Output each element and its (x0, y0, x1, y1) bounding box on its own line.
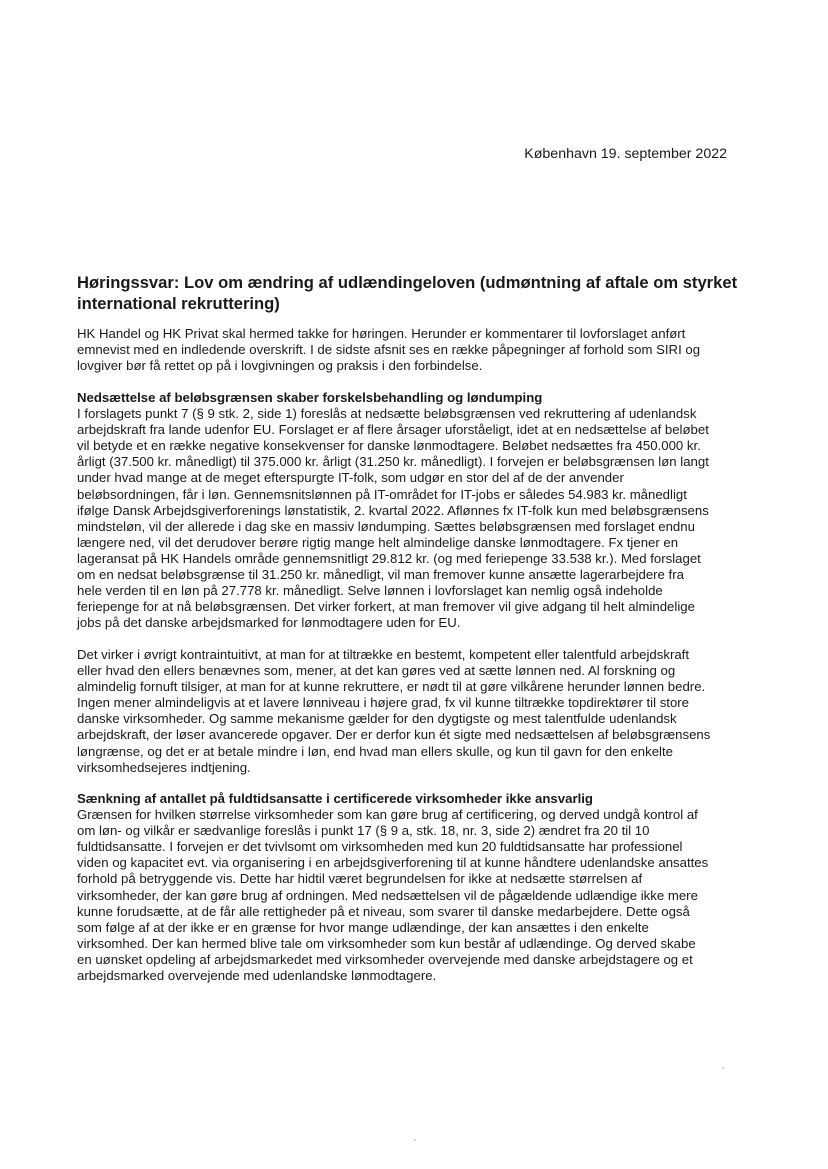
text-line: virksomheder, der kan gøre brug af ordningen. Med nedsættelsen vil de pågældende udlændige ikke mere (77, 887, 698, 903)
text-line: viden og kapacitet evt. via organisering i en arbejdsgiverforening til at kunne håndtere udenlandske ansattes (77, 855, 709, 871)
text-line: forhold på betryggende vis. Dette har hidtil været begrundelsen for ikke at nedsætte størrelsen af (77, 871, 643, 887)
scan-speck (414, 1139, 416, 1141)
text-line: som følge af at der ikke er en grænse for hvor mange udlændinge, der kan ansættes i den enkelte (77, 919, 649, 935)
document-title (77, 272, 757, 314)
text-line: lovgiver bør få rettet op på i lovgivningen og praksis i den forbindelse. (77, 358, 483, 374)
text-line: I forslagets punkt 7 (§ 9 stk. 2, side 1) foreslås at nedsætte beløbsgrænsen ved rekruttering af udenlandsk (77, 406, 697, 422)
document-date: København 19. september 2022 (524, 146, 727, 162)
section-belobsgraense (77, 390, 757, 631)
text-line: jobs på det danske arbejdsmarked for lønmodtagere uden for EU. (77, 615, 461, 631)
text-line: eller hvad den ellers benævnes som, mener, at det kan gøres ved at sætte lønnen ned. Al forskning og (77, 663, 676, 679)
text-line: HK Handel og HK Privat skal hermed takke for høringen. Herunder er kommentarer til lovforslaget anført (77, 326, 686, 341)
text-line: under hvad mange at de meget efterspurgte IT-folk, som udgør en stor del af de der anvender (77, 470, 624, 486)
text-line: vil betyde et en række negative konsekvenser for danske lønmodtagere. Beløbet nedsættes fra 450.000 kr. (77, 438, 701, 454)
text-line: om en nedsat beløbsgrænse til 31.250 kr. månedligt, vil man fremover kunne ansætte lagerarbejdere fra (77, 567, 684, 583)
text-line: Det virker i øvrigt kontraintuitivt, at man for at tiltrække en bestemt, kompetent eller talentfuld arbejdskraft (77, 647, 690, 662)
text-line: hele verden til en løn på 27.778 kr. månedligt. Selve lønnen i lovforslaget kan nemlig også indeholde (77, 583, 663, 599)
section-certificering (77, 791, 757, 984)
text-line: emnevist med en indledende overskrift. I de sidste afsnit ses en række påpegninger af forhold som SIRI og (77, 342, 701, 358)
text-line: løngrænse, og det er at betale mindre i løn, end hvad man ellers skulle, og kun til gavn for den enkelte (77, 743, 673, 759)
text-line: arbejdskraft fra lande udenfor EU. Forslaget er af flere årsager uforståeligt, idet at en nedsættelse af beløbet (77, 422, 709, 438)
text-line: Ingen mener almindeligvis at et lavere lønniveau i højere grad, fx vil kunne tiltrække topdirektører til store (77, 695, 690, 711)
intro-paragraph (77, 326, 757, 374)
section-kontraintuitivt (77, 647, 757, 776)
text-line: virksomhedsejeres indtjening. (77, 759, 251, 775)
section-heading: Sænkning af antallet på fuldtidsansatte i certificerede virksomheder ikke ansvarlig (77, 791, 593, 806)
text-line: virksomhed. Der kan hermed blive tale om virksomheder som kun består af udlændinge. Og derved skabe (77, 935, 696, 951)
text-line: beløbsordningen, får i løn. Gennemsnitslønnen på IT-området for IT-jobs er således 54.983 kr. månedligt (77, 486, 687, 502)
text-line: mindsteløn, vil der allerede i dag ske en massiv løndumping. Sættes beløbsgrænsen med forslaget endnu (77, 518, 695, 534)
text-line: lageransat på HK Handels område gennemsnitligt 29.812 kr. (og med feriepenge 33.538 kr.). Med forslaget (77, 550, 701, 566)
text-line: om løn- og vilkår er sædvanlige foreslås i punkt 17 (§ 9 a, stk. 18, nr. 3, side 2) ændret fra 20 til 10 (77, 823, 650, 839)
text-line: arbejdsmarked overvejende med udenlandske lønmodtagere. (77, 968, 437, 984)
text-line: feriepenge for at nå beløbsgrænsen. Det virker forkert, at man fremover vil give adgang til helt almindelige (77, 599, 695, 615)
section-heading: Nedsættelse af beløbsgrænsen skaber forskelsbehandling og løndumping (77, 390, 543, 405)
text-line: arbejdskraft, der løser avancerede opgaver. Der er derfor kun ét sigte med nedsættelsen af beløbsgrænsens (77, 727, 711, 743)
text-line: årligt (37.500 kr. månedligt) til 375.000 kr. årligt (31.250 kr. månedligt). I forvejen er beløbsgrænsen løn langt (77, 454, 709, 470)
text-line: Grænsen for hvilken størrelse virksomheder som kan gøre brug af certificering, og derved undgå kontrol af (77, 807, 698, 823)
text-line: almindelig fornuft tilsiger, at man for at kunne rekruttere, er nødt til at gøre vilkårene herunder lønnen bedre. (77, 679, 706, 695)
text-line: længere ned, vil det derudover berøre rigtig mange helt almindelige danske lønmodtagere. Fx tjener en (77, 534, 679, 550)
text-line: kunne forudsætte, at de får alle rettigheder på et niveau, som svarer til danske medarbejdere. Dette også (77, 903, 690, 919)
text-line: fuldtidsansatte. I forvejen er det tvivlsomt om virksomheden med kun 20 fuldtidsansatte har professionel (77, 839, 683, 855)
title-line: Høringssvar: Lov om ændring af udlændingeloven (udmøntning af aftale om styrket (77, 273, 738, 292)
scan-speck (722, 1067, 724, 1069)
text-line: ifølge Dansk Arbejdsgiverforenings lønstatistik, 2. kvartal 2022. Aflønnes fx IT-folk kun med beløbsgrænsens (77, 502, 709, 518)
title-line: international rekruttering) (77, 294, 280, 313)
text-line: danske virksomheder. Og samme mekanisme gælder for den dygtigste og mest talentfulde udenlandsk (77, 711, 677, 727)
text-line: en uønsket opdeling af arbejdsmarkedet med virksomheder overvejende med danske arbejdstagere og et (77, 951, 693, 967)
